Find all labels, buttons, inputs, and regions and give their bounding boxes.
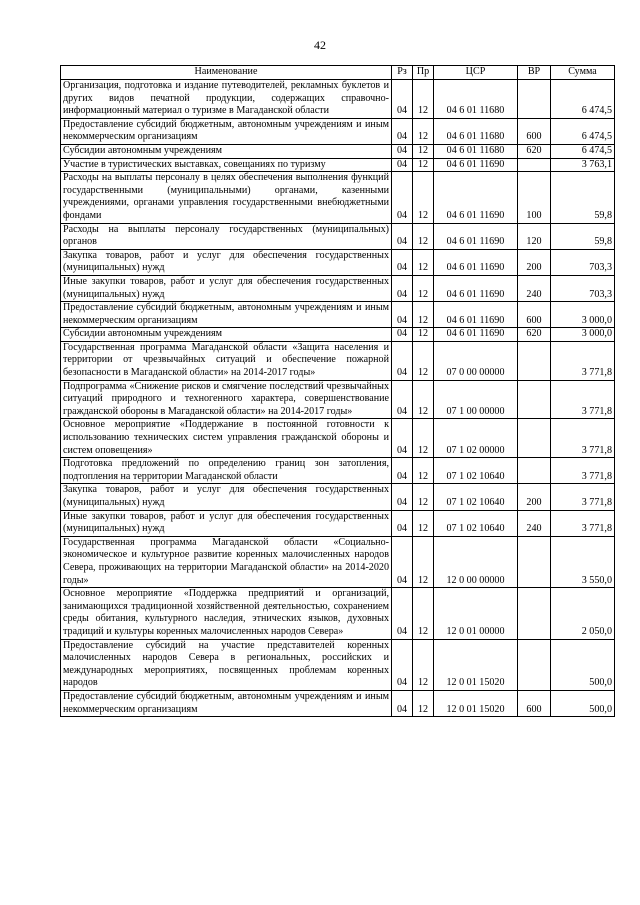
cell-name: Субсидии автономным учреждениям xyxy=(61,144,392,158)
cell-csr: 07 1 02 10640 xyxy=(434,484,518,510)
cell-rz: 04 xyxy=(392,158,413,172)
cell-vr: 620 xyxy=(518,144,551,158)
table-row xyxy=(61,249,615,275)
cell-pr: 12 xyxy=(413,458,434,484)
cell-sum: 3 771,8 xyxy=(551,419,615,458)
cell-csr: 12 0 01 15020 xyxy=(434,639,518,690)
cell-sum: 2 050,0 xyxy=(551,588,615,639)
cell-vr xyxy=(518,380,551,419)
header-csr: ЦСР xyxy=(434,66,518,80)
cell-pr: 12 xyxy=(413,302,434,328)
cell-pr: 12 xyxy=(413,484,434,510)
cell-csr: 07 1 00 00000 xyxy=(434,380,518,419)
cell-rz: 04 xyxy=(392,341,413,380)
cell-vr xyxy=(518,458,551,484)
table-row xyxy=(61,80,615,119)
cell-name: Участие в туристических выставках, совещаниях по туризму xyxy=(61,158,392,172)
cell-pr: 12 xyxy=(413,80,434,119)
cell-rz: 04 xyxy=(392,639,413,690)
budget-table xyxy=(60,65,615,717)
cell-rz: 04 xyxy=(392,172,413,223)
cell-csr: 12 0 00 00000 xyxy=(434,536,518,587)
cell-pr: 12 xyxy=(413,690,434,716)
cell-sum: 6 474,5 xyxy=(551,80,615,119)
cell-pr: 12 xyxy=(413,536,434,587)
cell-name: Закупка товаров, работ и услуг для обеспечения государственных (муниципальных) нужд xyxy=(61,484,392,510)
cell-vr: 200 xyxy=(518,249,551,275)
table-header-row xyxy=(61,66,615,80)
cell-vr: 200 xyxy=(518,484,551,510)
table-row xyxy=(61,510,615,536)
cell-vr xyxy=(518,588,551,639)
cell-name: Предоставление субсидий на участие представителей коренных малочисленных народов Севера в региональных, российских и международных мероприятиях, посвященных проблемам коренных народов xyxy=(61,639,392,690)
cell-name: Государственная программа Магаданской области «Защита населения и территории от чрезвычайных ситуаций и обеспечение пожарной безопасности в Магаданской области» на 2014-2017 годы» xyxy=(61,341,392,380)
cell-rz: 04 xyxy=(392,510,413,536)
cell-pr: 12 xyxy=(413,328,434,342)
cell-rz: 04 xyxy=(392,223,413,249)
cell-vr xyxy=(518,158,551,172)
cell-rz: 04 xyxy=(392,458,413,484)
cell-csr: 04 6 01 11690 xyxy=(434,172,518,223)
table-row xyxy=(61,484,615,510)
table-row xyxy=(61,275,615,301)
cell-vr: 620 xyxy=(518,328,551,342)
cell-pr: 12 xyxy=(413,172,434,223)
cell-rz: 04 xyxy=(392,419,413,458)
cell-sum: 3 771,8 xyxy=(551,380,615,419)
cell-csr: 04 6 01 11680 xyxy=(434,80,518,119)
table-row xyxy=(61,341,615,380)
cell-sum: 3 550,0 xyxy=(551,536,615,587)
cell-vr xyxy=(518,536,551,587)
cell-csr: 04 6 01 11690 xyxy=(434,249,518,275)
cell-vr: 240 xyxy=(518,275,551,301)
cell-sum: 59,8 xyxy=(551,172,615,223)
table-row xyxy=(61,328,615,342)
cell-csr: 07 0 00 00000 xyxy=(434,341,518,380)
cell-csr: 04 6 01 11690 xyxy=(434,223,518,249)
cell-vr: 600 xyxy=(518,690,551,716)
cell-name: Основное мероприятие «Поддержка предприятий и организаций, занимающихся традиционной хозяйственной деятельностью, сохранением среды обитания, культурного наследия, этнических языков, духовных традиций и культуры коренных малочисленных народов Севера» xyxy=(61,588,392,639)
cell-name: Подготовка предложений по определению границ зон затопления, подтопления на территории Магаданской области xyxy=(61,458,392,484)
cell-rz: 04 xyxy=(392,302,413,328)
header-name: Наименование xyxy=(61,66,392,80)
cell-rz: 04 xyxy=(392,484,413,510)
cell-sum: 703,3 xyxy=(551,249,615,275)
table-row xyxy=(61,419,615,458)
cell-vr xyxy=(518,80,551,119)
header-pr: Пр xyxy=(413,66,434,80)
table-row xyxy=(61,158,615,172)
cell-csr: 04 6 01 11690 xyxy=(434,328,518,342)
cell-name: Предоставление субсидий бюджетным, автономным учреждениям и иным некоммерческим организациям xyxy=(61,118,392,144)
cell-name: Иные закупки товаров, работ и услуг для обеспечения государственных (муниципальных) нужд xyxy=(61,275,392,301)
cell-csr: 04 6 01 11690 xyxy=(434,275,518,301)
table-row xyxy=(61,380,615,419)
cell-name: Иные закупки товаров, работ и услуг для обеспечения государственных (муниципальных) нужд xyxy=(61,510,392,536)
cell-sum: 3 771,8 xyxy=(551,341,615,380)
cell-name: Государственная программа Магаданской области «Социально-экономическое и культурное развитие коренных малочисленных народов Севера, проживающих на территории Магаданской области» на 2014-2020 годы» xyxy=(61,536,392,587)
cell-rz: 04 xyxy=(392,536,413,587)
cell-csr: 04 6 01 11690 xyxy=(434,302,518,328)
cell-csr: 04 6 01 11690 xyxy=(434,158,518,172)
cell-pr: 12 xyxy=(413,118,434,144)
cell-sum: 59,8 xyxy=(551,223,615,249)
cell-pr: 12 xyxy=(413,639,434,690)
table-row xyxy=(61,223,615,249)
cell-sum: 3 771,8 xyxy=(551,510,615,536)
cell-vr xyxy=(518,639,551,690)
header-rz: Рз xyxy=(392,66,413,80)
table-row xyxy=(61,144,615,158)
cell-sum: 703,3 xyxy=(551,275,615,301)
cell-vr: 100 xyxy=(518,172,551,223)
cell-rz: 04 xyxy=(392,80,413,119)
table-row xyxy=(61,458,615,484)
cell-sum: 3 771,8 xyxy=(551,458,615,484)
cell-sum: 3 000,0 xyxy=(551,328,615,342)
cell-name: Субсидии автономным учреждениям xyxy=(61,328,392,342)
cell-sum: 500,0 xyxy=(551,639,615,690)
header-vr: ВР xyxy=(518,66,551,80)
cell-vr: 120 xyxy=(518,223,551,249)
cell-rz: 04 xyxy=(392,118,413,144)
cell-pr: 12 xyxy=(413,380,434,419)
cell-sum: 3 000,0 xyxy=(551,302,615,328)
table-row xyxy=(61,690,615,716)
cell-vr: 600 xyxy=(518,302,551,328)
cell-pr: 12 xyxy=(413,275,434,301)
cell-rz: 04 xyxy=(392,144,413,158)
cell-rz: 04 xyxy=(392,328,413,342)
cell-csr: 12 0 01 15020 xyxy=(434,690,518,716)
table-row xyxy=(61,536,615,587)
cell-csr: 04 6 01 11680 xyxy=(434,144,518,158)
cell-name: Основное мероприятие «Поддержание в постоянной готовности к использованию технических систем управления гражданской обороны и систем оповещения» xyxy=(61,419,392,458)
cell-vr: 600 xyxy=(518,118,551,144)
cell-rz: 04 xyxy=(392,249,413,275)
cell-csr: 04 6 01 11680 xyxy=(434,118,518,144)
cell-sum: 3 771,8 xyxy=(551,484,615,510)
cell-name: Расходы на выплаты персоналу в целях обеспечения выполнения функций государственными (муниципальными) органами, казенными учреждениями, органами управления государственными внебюджетными фондами xyxy=(61,172,392,223)
cell-rz: 04 xyxy=(392,380,413,419)
cell-csr: 07 1 02 00000 xyxy=(434,419,518,458)
table-row xyxy=(61,588,615,639)
cell-sum: 500,0 xyxy=(551,690,615,716)
cell-rz: 04 xyxy=(392,690,413,716)
cell-rz: 04 xyxy=(392,588,413,639)
cell-rz: 04 xyxy=(392,275,413,301)
cell-pr: 12 xyxy=(413,158,434,172)
cell-pr: 12 xyxy=(413,510,434,536)
cell-pr: 12 xyxy=(413,588,434,639)
cell-vr: 240 xyxy=(518,510,551,536)
cell-pr: 12 xyxy=(413,341,434,380)
cell-name: Организация, подготовка и издание путеводителей, рекламных буклетов и других видов печатной продукции, содержащих справочно-информационный материал о туризме в Магаданской области xyxy=(61,80,392,119)
page-number: 42 xyxy=(314,38,326,52)
cell-vr xyxy=(518,341,551,380)
cell-name: Предоставление субсидий бюджетным, автономным учреждениям и иным некоммерческим организациям xyxy=(61,690,392,716)
table-row xyxy=(61,302,615,328)
cell-sum: 3 763,1 xyxy=(551,158,615,172)
table-row xyxy=(61,118,615,144)
cell-sum: 6 474,5 xyxy=(551,144,615,158)
cell-vr xyxy=(518,419,551,458)
cell-name: Подпрограмма «Снижение рисков и смягчение последствий чрезвычайных ситуаций природного и техногенного характера, совершенствование гражданской обороны в Магаданской области» на 2014-2017 годы» xyxy=(61,380,392,419)
cell-name: Закупка товаров, работ и услуг для обеспечения государственных (муниципальных) нужд xyxy=(61,249,392,275)
cell-sum: 6 474,5 xyxy=(551,118,615,144)
cell-name: Расходы на выплаты персоналу государственных (муниципальных) органов xyxy=(61,223,392,249)
table-row xyxy=(61,172,615,223)
header-sum: Сумма xyxy=(551,66,615,80)
cell-name: Предоставление субсидий бюджетным, автономным учреждениям и иным некоммерческим организациям xyxy=(61,302,392,328)
cell-csr: 07 1 02 10640 xyxy=(434,458,518,484)
cell-pr: 12 xyxy=(413,249,434,275)
cell-pr: 12 xyxy=(413,144,434,158)
table-row xyxy=(61,639,615,690)
cell-csr: 12 0 01 00000 xyxy=(434,588,518,639)
cell-csr: 07 1 02 10640 xyxy=(434,510,518,536)
cell-pr: 12 xyxy=(413,419,434,458)
cell-pr: 12 xyxy=(413,223,434,249)
